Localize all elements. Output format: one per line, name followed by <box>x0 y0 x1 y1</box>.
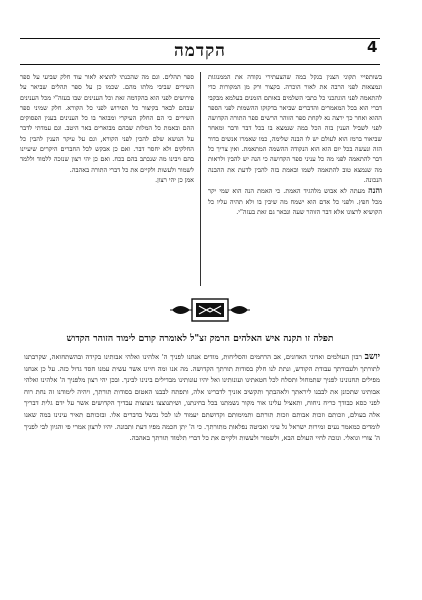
prayer-body <box>24 352 380 588</box>
prayer-lead-word: יושב <box>364 352 380 362</box>
right-column-paragraph-2 <box>208 185 382 217</box>
right-column-text-2: מעתה לא אבוש מלהגיד האמת. כי האמת הנה הוא שמי יקר מכל חפץ. ולפני כל אדם הוא ישמח מה שיבין בו ולא תהיה עליו כל הקושיא לרצונו אלא דבר הזוהר שעה ונבאר גם זאת בעזה"י. <box>208 187 382 216</box>
running-title: הקדמה <box>174 41 226 61</box>
right-column-paragraph: בשותפייי תקוני הצנין בגקל במה שהצעתירי נקודה את הממנוגות ונמצאות לפני הרבה את לאור הוכרה. בקצור ורק מן המקורות כדי להתאמה לפני הוגתכני כל כתבי השלמים באותם הזמנים בעלמא מבקבי דברי הוא בכל המאמרים והדברים שביאר בדקוקו ההשמות לפני הספר ההוא ואחר כך ירצה נא לקחת ספר הזוהר הרשים ספר התורה הקדושה לפני לשביל הענין בזה הכל במה שנמצא בו בכל דבר ודבר ומאחר שביאור ברמז הוא לעולם יש לו הבנה שלימה, כמו שאמרו אנשים בדור הזה ונעשה בכל יום הוא הוא הנקודה ההשמה המתאמת. ואין צריך כל דבר להתאמה לפני מה כל עניני ספר הקדושה כי הנה יש להבין ולראות מה שנמצא טוב להתאמה לשמו ובאמת בזה להבין לדעת את ההבנה הנכונה. <box>208 73 382 184</box>
left-column-paragraph: ספר תהלים. וגם מה שהכנתי להוציא לאור עוד חלק שביעי על ספר השירים שביבי מלתו מהם. שכמו כן על ספר תהלים שביאר על פירושים לפני הוא בהקדמה זאת וכל הענינים שבו בעזה"י מכל הענינים שבהם לבאר בקיצור כל הפירוש לפני כל הקורא. חלק שמיני ספר השירים כי הם החלק העיקרי ומבואר בו כל הענינים בענין הפסוקים ההם ובאמת כל המלות שבהם מבוארים באר היטב. וגם עמדתי לדבר על הנושא שלם להכין לפני הקורא, וגם על עיקר הענין להבין כל החלקים ולא יחסר דבר. ואם כן אבקש לכל החברים היקרים שיעיינו בהם ויבינו מה שנכתב בהם בכח. ואם כן יהי רצון שנזכה ללמוד וללמד לשמור ולעשות ולקיים את כל דברי התורה באהבה. <box>20 73 194 174</box>
section-title: תפלה זו תקנה איש האלהים הרמק זצ"ל לאומרה קודם לימוד הזוהר הקדוש <box>66 333 334 344</box>
prayer-paragraph <box>24 352 380 445</box>
ornament-divider <box>170 297 250 323</box>
right-column <box>208 72 382 286</box>
page-header <box>20 38 380 68</box>
left-column <box>20 72 194 286</box>
left-column-closing: אמן כן יהי רצון. <box>155 175 194 184</box>
page-number: 4 <box>367 38 378 56</box>
column-divider <box>200 72 201 286</box>
header-bottom-rule <box>20 64 380 65</box>
two-column-text <box>20 72 380 286</box>
header-top-rule <box>20 38 380 39</box>
prayer-text: רבון העולמים ואדוני האדונים, אב הרחמים והסליחות, מודים אנחנו לפניך ה' אלהינו ואלהי אבותינו בקידה ובהשתחואה, שקרבתנו לתורתך ולעבודתך עבודת הקודש, ונתת לנו חלק בסודות תורתך הקדושה. מה אנו ומה חיינו אשר עשית עמנו חסד גדול כזה. על כן אנחנו מפילים תחנונינו לפניך שתמחול ותסלח לכל חטאתינו ועונותינו ואל יהיו עונותינו מבדילים בינינו לבינך. ובכן יהי רצון מלפניך ה' אלהינו ואלהי אבותינו שתכונן את לבבנו ליראתך ולאהבתך ותקשיב אזניך לדברינו אלה, ותפתח לבבנו האטום בסודות תורתך, ויהיה לימודנו זה נחת רוח לפני כסא כבודך כריח ניחוח, ותאציל עלינו אור מקור נשמתנו בכל בחינתנו, ושיתנוצצו ניצוצות עבדיך הקדושים אשר על ידם גלית דבריך אלה בעולם, וזכותם וזכות אבותם וזכות תורתם ותמימותם וקדושתם יעמוד לנו לבל נכשל בדברים אלו. ובזכותם תאיר עינינו במה שאנו לומדים כמאמר נעים זמירות ישראל גל עיני ואביטה נפלאות מתורתך. כי ה' יתן חכמה מפיו דעת ותבונה. יהיו לרצון אמרי פי והגיון לבי לפניך ה' צורי וגואלי. ונזכה לחיי העולם הבא, ולשמור ולעשות ולקיים את כל דברי תלמוד תורתך באהבה. <box>24 353 380 443</box>
lead-word: והנה <box>368 185 382 196</box>
